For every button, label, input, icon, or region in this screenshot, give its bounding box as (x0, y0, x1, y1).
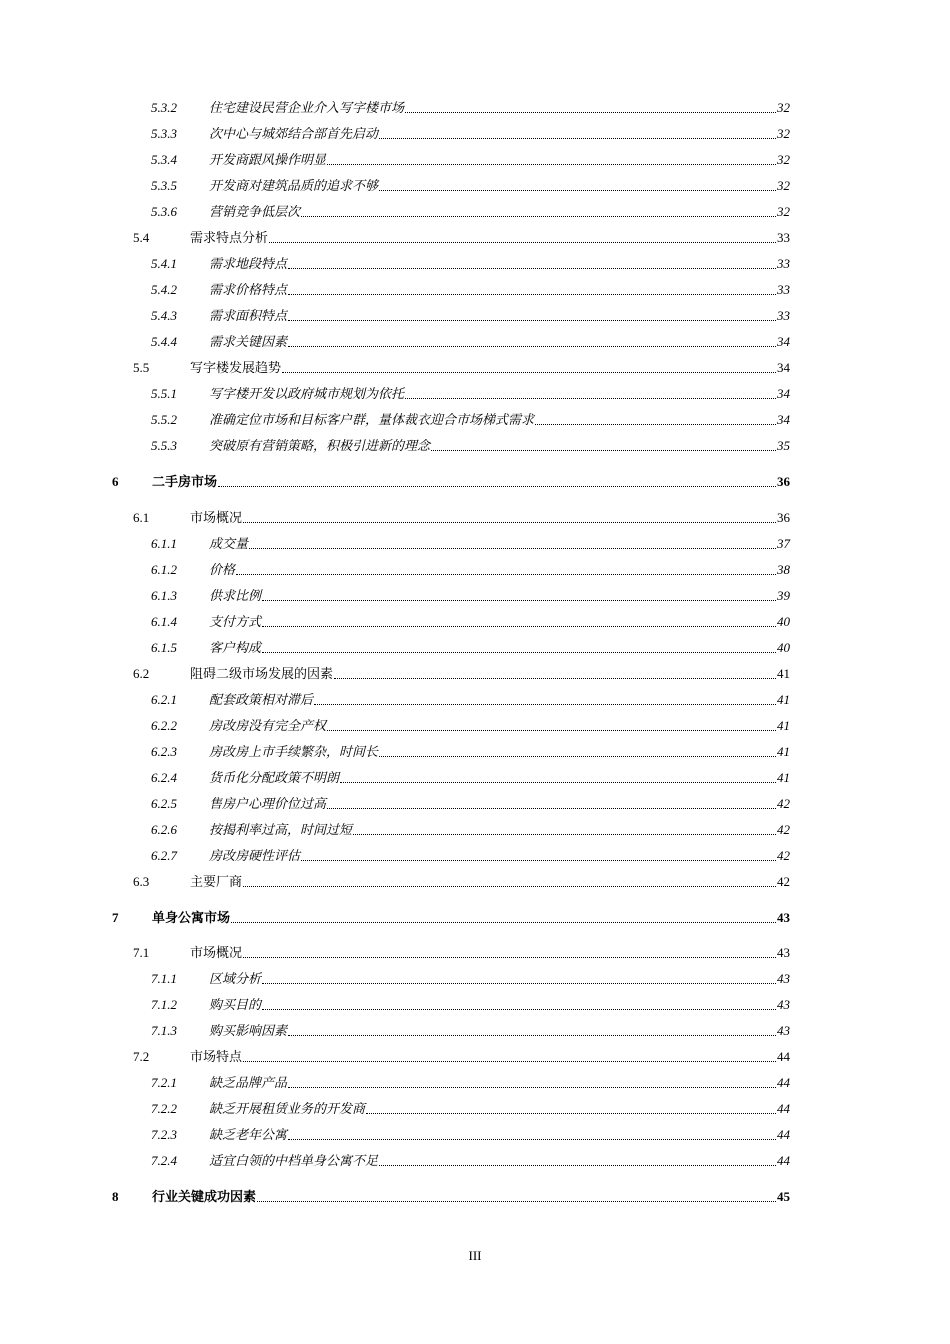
toc-entry-page: 33 (777, 256, 790, 271)
toc-entry-page: 34 (777, 334, 790, 349)
dot-leader (269, 241, 776, 243)
toc-entry-page: 41 (777, 718, 790, 733)
dot-leader (431, 449, 776, 451)
toc-entry[interactable] (0, 969, 950, 989)
toc-entry-title: 突破原有营销策略，积极引进新的理念 (209, 438, 431, 453)
dot-leader (243, 1060, 776, 1062)
toc-entry[interactable] (0, 612, 950, 632)
toc-entry-number: 7.2 (133, 1049, 150, 1064)
toc-entry-number: 7.2.2 (151, 1101, 177, 1116)
dot-leader (327, 807, 776, 809)
toc-entry-page: 42 (777, 848, 790, 863)
dot-leader (288, 1086, 776, 1088)
toc-entry[interactable] (0, 306, 950, 326)
toc-entry-number: 6.1.4 (151, 614, 177, 629)
toc-entry-title: 营销竞争低层次 (209, 204, 301, 219)
toc-entry-page: 37 (777, 536, 790, 551)
toc-entry[interactable] (0, 716, 950, 736)
toc-entry-page: 43 (777, 910, 790, 925)
toc-entry-title: 次中心与城郊结合部首先启动 (209, 126, 379, 141)
toc-entry-page: 32 (777, 178, 790, 193)
toc-entry[interactable] (0, 1099, 950, 1119)
toc-entry-title: 主要厂商 (190, 874, 243, 889)
toc-entry-title: 房改房硬性评估 (209, 848, 301, 863)
toc-entry-title: 准确定位市场和目标客户群，量体裁衣迎合市场梯式需求 (209, 412, 535, 427)
toc-entry-title: 房改房上市手续繁杂，时间长 (209, 744, 379, 759)
toc-entry-page: 32 (777, 204, 790, 219)
toc-entry-page: 41 (777, 666, 790, 681)
toc-entry-number: 6.2.4 (151, 770, 177, 785)
toc-entry[interactable] (0, 384, 950, 404)
toc-entry[interactable] (0, 254, 950, 274)
toc-entry-page: 33 (777, 308, 790, 323)
dot-leader (353, 833, 776, 835)
toc-entry[interactable] (0, 150, 950, 170)
toc-entry-number: 6.2 (133, 666, 150, 681)
toc-entry[interactable] (0, 690, 950, 710)
toc-entry-title: 需求特点分析 (190, 230, 269, 245)
dot-leader (257, 1200, 776, 1202)
toc-entry-page: 32 (777, 126, 790, 141)
dot-leader (288, 267, 776, 269)
toc-entry[interactable] (0, 820, 950, 840)
toc-entry[interactable] (0, 280, 950, 300)
toc-entry[interactable] (0, 664, 950, 684)
dot-leader (327, 163, 776, 165)
toc-entry[interactable] (0, 768, 950, 788)
toc-chapter-entry[interactable] (0, 472, 950, 492)
toc-entry-number: 6.2.7 (151, 848, 177, 863)
dot-leader (288, 345, 776, 347)
dot-leader (231, 921, 776, 923)
toc-entry-title: 购买影响因素 (209, 1023, 288, 1038)
toc-entry[interactable] (0, 1047, 950, 1067)
toc-entry[interactable] (0, 436, 950, 456)
toc-entry-title: 配套政策相对滞后 (209, 692, 314, 707)
toc-entry-title: 住宅建设民营企业介入写字楼市场 (209, 100, 405, 115)
toc-entry-title: 开发商对建筑品质的追求不够 (209, 178, 379, 193)
dot-leader (262, 599, 776, 601)
toc-entry-number: 7.1.3 (151, 1023, 177, 1038)
dot-leader (262, 1008, 776, 1010)
toc-entry-title: 房改房没有完全产权 (209, 718, 327, 733)
toc-entry-number: 6.2.5 (151, 796, 177, 811)
toc-entry-page: 40 (777, 640, 790, 655)
toc-chapter-entry[interactable] (0, 1187, 950, 1207)
toc-entry[interactable] (0, 872, 950, 892)
toc-entry-page: 35 (777, 438, 790, 453)
toc-entry-page: 44 (777, 1153, 790, 1168)
toc-entry-number: 5.4.1 (151, 256, 177, 271)
toc-entry-title: 价格 (209, 562, 236, 577)
toc-entry-number: 6.1.1 (151, 536, 177, 551)
toc-entry-title: 需求地段特点 (209, 256, 288, 271)
dot-leader (288, 1034, 776, 1036)
dot-leader (405, 397, 776, 399)
toc-entry-title: 写字楼发展趋势 (190, 360, 282, 375)
toc-entry-page: 33 (777, 282, 790, 297)
toc-entry-number: 6.1.2 (151, 562, 177, 577)
toc-entry-page: 44 (777, 1127, 790, 1142)
toc-entry[interactable] (0, 1021, 950, 1041)
toc-entry-number: 5.5.3 (151, 438, 177, 453)
toc-entry-number: 5.5.2 (151, 412, 177, 427)
dot-leader (288, 293, 776, 295)
toc-entry-title: 成交量 (209, 536, 249, 551)
toc-entry-number: 6.1.3 (151, 588, 177, 603)
toc-entry-page: 34 (777, 412, 790, 427)
toc-entry-page: 39 (777, 588, 790, 603)
toc-entry-number: 6.2.6 (151, 822, 177, 837)
toc-entry-number: 5.4.2 (151, 282, 177, 297)
toc-entry[interactable] (0, 332, 950, 352)
toc-entry-number: 8 (112, 1189, 119, 1204)
toc-entry[interactable] (0, 638, 950, 658)
toc-entry-page: 44 (777, 1049, 790, 1064)
toc-entry[interactable] (0, 1151, 950, 1171)
toc-entry-page: 43 (777, 997, 790, 1012)
toc-entry-page: 36 (777, 474, 790, 489)
toc-entry-page: 42 (777, 796, 790, 811)
dot-leader (243, 885, 776, 887)
dot-leader (379, 1164, 776, 1166)
toc-entry-title: 阻碍二级市场发展的因素 (190, 666, 334, 681)
dot-leader (314, 703, 776, 705)
toc-entry[interactable] (0, 995, 950, 1015)
toc-entry-page: 41 (777, 744, 790, 759)
toc-entry-number: 5.5 (133, 360, 150, 375)
dot-leader (249, 547, 776, 549)
toc-entry-page: 33 (777, 230, 790, 245)
dot-leader (366, 1112, 776, 1114)
toc-entry-page: 45 (777, 1189, 790, 1204)
dot-leader (288, 319, 776, 321)
dot-leader (379, 755, 776, 757)
toc-entry-number: 6 (112, 474, 119, 489)
toc-entry-title: 需求价格特点 (209, 282, 288, 297)
dot-leader (218, 485, 776, 487)
toc-entry[interactable] (0, 410, 950, 430)
toc-entry-title: 需求关键因素 (209, 334, 288, 349)
toc-entry-number: 5.3.6 (151, 204, 177, 219)
toc-entry[interactable] (0, 1125, 950, 1145)
toc-entry-page: 40 (777, 614, 790, 629)
dot-leader (288, 1138, 776, 1140)
toc-entry-page: 42 (777, 822, 790, 837)
toc-entry-title: 行业关键成功因素 (152, 1189, 257, 1204)
toc-entry-number: 5.4.3 (151, 308, 177, 323)
toc-entry-number: 7 (112, 910, 119, 925)
toc-entry-number: 7.2.4 (151, 1153, 177, 1168)
toc-entry-number: 5.5.1 (151, 386, 177, 401)
toc-entry[interactable] (0, 176, 950, 196)
toc-entry-page: 44 (777, 1075, 790, 1090)
toc-entry[interactable] (0, 742, 950, 762)
dot-leader (340, 781, 776, 783)
toc-entry[interactable] (0, 124, 950, 144)
toc-entry-title: 供求比例 (209, 588, 262, 603)
toc-entry-title: 市场概况 (190, 510, 243, 525)
dot-leader (379, 137, 776, 139)
toc-entry-title: 市场概况 (190, 945, 243, 960)
toc-entry-title: 二手房市场 (152, 474, 218, 489)
toc-entry[interactable] (0, 534, 950, 554)
toc-entry-page: 41 (777, 770, 790, 785)
toc-entry-number: 7.1.2 (151, 997, 177, 1012)
toc-entry-title: 区域分析 (209, 971, 262, 986)
dot-leader (405, 111, 776, 113)
dot-leader (243, 956, 776, 958)
toc-entry-number: 6.1.5 (151, 640, 177, 655)
toc-entry-number: 5.3.3 (151, 126, 177, 141)
toc-entry[interactable] (0, 560, 950, 580)
toc-entry-page: 43 (777, 945, 790, 960)
toc-chapter-entry[interactable] (0, 908, 950, 928)
toc-entry-page: 41 (777, 692, 790, 707)
toc-entry-title: 按揭利率过高，时间过短 (209, 822, 353, 837)
dot-leader (262, 625, 776, 627)
toc-entry-number: 5.3.4 (151, 152, 177, 167)
dot-leader (535, 423, 776, 425)
dot-leader (282, 371, 776, 373)
toc-entry[interactable] (0, 1073, 950, 1093)
toc-entry-number: 6.1 (133, 510, 150, 525)
toc-entry[interactable] (0, 228, 950, 248)
dot-leader (379, 189, 776, 191)
toc-entry-number: 5.4 (133, 230, 150, 245)
toc-entry-number: 5.4.4 (151, 334, 177, 349)
dot-leader (262, 651, 776, 653)
toc-entry-title: 写字楼开发以政府城市规划为依托 (209, 386, 405, 401)
toc-entry-title: 缺乏品牌产品 (209, 1075, 288, 1090)
toc-entry-number: 6.2.1 (151, 692, 177, 707)
dot-leader (236, 573, 776, 575)
page-number-footer: III (468, 1248, 482, 1263)
toc-entry-number: 7.2.3 (151, 1127, 177, 1142)
toc-entry-page: 43 (777, 1023, 790, 1038)
toc-entry-number: 6.2.3 (151, 744, 177, 759)
toc-entry-title: 购买目的 (209, 997, 262, 1012)
toc-entry-page: 43 (777, 971, 790, 986)
toc-entry-number: 6.2.2 (151, 718, 177, 733)
dot-leader (334, 677, 776, 679)
toc-entry-page: 32 (777, 100, 790, 115)
toc-entry-page: 38 (777, 562, 790, 577)
toc-entry-title: 客户构成 (209, 640, 262, 655)
toc-entry[interactable] (0, 943, 950, 963)
toc-entry-page: 34 (777, 360, 790, 375)
toc-entry-title: 缺乏老年公寓 (209, 1127, 288, 1142)
toc-entry[interactable] (0, 508, 950, 528)
toc-entry[interactable] (0, 794, 950, 814)
toc-entry-title: 缺乏开展租赁业务的开发商 (209, 1101, 366, 1116)
toc-entry[interactable] (0, 202, 950, 222)
dot-leader (301, 859, 776, 861)
toc-entry-number: 7.2.1 (151, 1075, 177, 1090)
toc-entry-title: 货币化分配政策不明朗 (209, 770, 340, 785)
toc-entry-number: 6.3 (133, 874, 150, 889)
dot-leader (301, 215, 776, 217)
dot-leader (327, 729, 776, 731)
toc-entry[interactable] (0, 586, 950, 606)
toc-entry-page: 44 (777, 1101, 790, 1116)
dot-leader (262, 982, 776, 984)
toc-entry[interactable] (0, 846, 950, 866)
toc-entry-number: 7.1 (133, 945, 150, 960)
toc-entry-page: 34 (777, 386, 790, 401)
dot-leader (243, 521, 776, 523)
toc-entry-page: 42 (777, 874, 790, 889)
toc-entry-number: 5.3.5 (151, 178, 177, 193)
toc-entry-page: 36 (777, 510, 790, 525)
toc-entry-title: 需求面积特点 (209, 308, 288, 323)
toc-entry-title: 市场特点 (190, 1049, 243, 1064)
toc-entry-title: 售房户心理价位过高 (209, 796, 327, 811)
toc-entry-title: 开发商跟风操作明显 (209, 152, 327, 167)
toc-entry-number: 5.3.2 (151, 100, 177, 115)
toc-entry[interactable] (0, 358, 950, 378)
toc-entry-title: 单身公寓市场 (152, 910, 231, 925)
toc-entry-page: 32 (777, 152, 790, 167)
toc-entry-number: 7.1.1 (151, 971, 177, 986)
toc-entry-title: 适宜白领的中档单身公寓不足 (209, 1153, 379, 1168)
toc-entry-title: 支付方式 (209, 614, 262, 629)
toc-entry[interactable] (0, 98, 950, 118)
